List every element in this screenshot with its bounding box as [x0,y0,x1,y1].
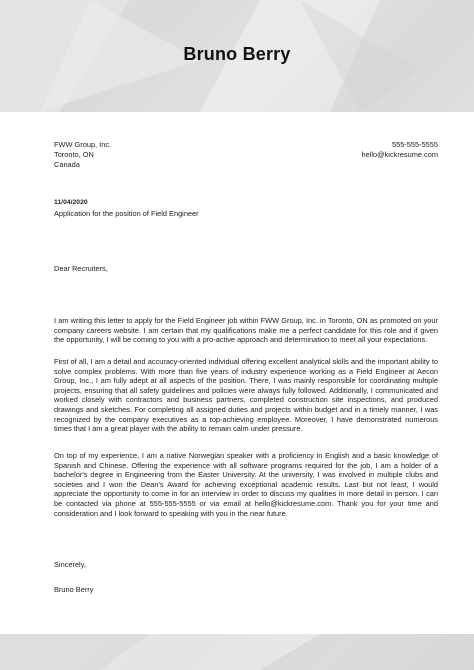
letter-date: 11/04/2020 [54,199,88,206]
letter-paragraph: I am writing this letter to apply for the Field Engineer job within FWW Group, Inc. in Toronto, ON as promoted on your company careers website. I am certain that my qualifications make me a perfect candidate for this role and if given the opportunity, I will be coming to you with a pro-active approach and determination to meet all your expectations. [54,316,438,345]
recipient-country: Canada [54,160,80,169]
contact-info [361,140,438,160]
footer-banner [0,634,474,670]
letter-greeting: Dear Recruiters, [54,264,108,273]
letter-signature: Bruno Berry [54,585,94,594]
letter-paragraph: First of all, I am a detail and accuracy-oriented individual offering excellent analytical skills and the important ability to solve complex problems. With more than five years of industry experience working as a Field Engineer at Aecon Group, Inc., I am fully adept at all aspects of the position. There, I was mainly responsible for coordinating multiple projects, ensuring that all safety guidelines and policies were always fully followed. Additionally, I communicated and worked closely with contractors and business partners, completed construction site inspections, and produced drawings and sketches. For completing all assigned duties and projects within budget and in a timely manner, I was recognized by the company executives as a top-achieving employee. Moreover, I have demonstrated numerous times that I am a great player with the ability to remain calm under pressure. [54,357,438,434]
recipient-city: Toronto, ON [54,150,94,159]
contact-email: hello@kickresume.com [361,150,438,159]
recipient-company: FWW Group, Inc. [54,140,112,149]
letter-subject: Application for the position of Field Engineer [54,209,199,218]
header-banner [0,0,474,112]
recipient-address [54,140,111,170]
contact-phone: 555-555-5555 [391,140,438,149]
letter-closing: Sincerely, [54,560,86,569]
footer-background-pattern [0,634,474,670]
applicant-name: Bruno Berry [183,44,291,64]
letter-paragraph: On top of my experience, I am a native Norwegian speaker with a proficiency in English and a basic knowledge of Spanish and Chinese. Offering the experience with all software programs required for the job, I am a holder of a bachelor's degree in Engineering from the Easter University. At the university, I was involved in multiple clubs and societies and I won the Dean's Award for achieving exceptional academic results. Last but not least, I would appreciate the opportunity to come in for an interview in order to discuss my qualities in more detail in person. I can be contacted via phone at 555-555-5555 or via email at hello@kickresume.com. Thank you for your time and consideration and I look forward to speaking with you in the near future. [54,451,438,518]
